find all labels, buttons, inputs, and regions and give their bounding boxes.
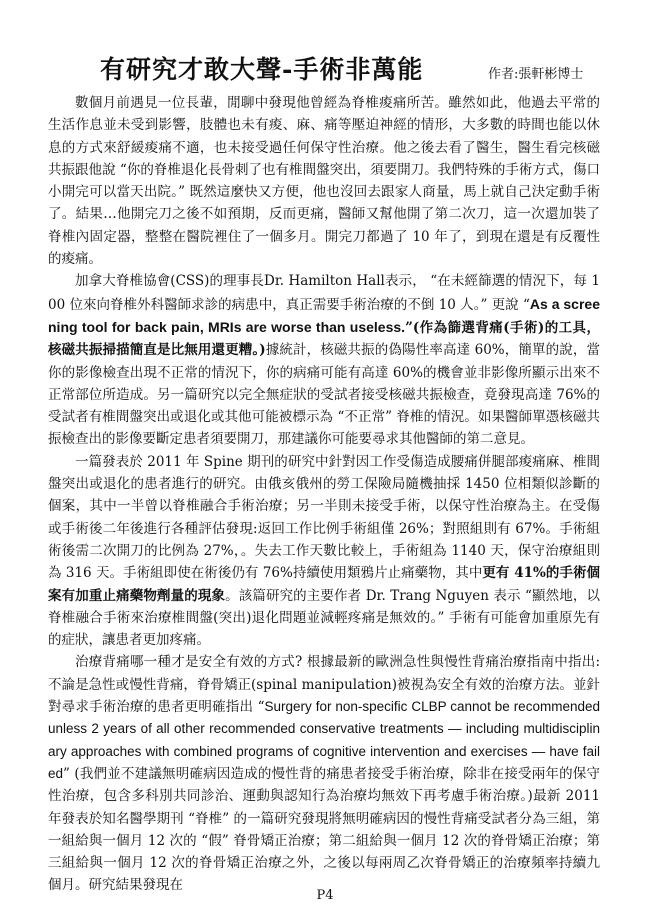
page-number: P4 — [316, 888, 334, 903]
paragraph-3 — [48, 451, 600, 652]
paragraph-1: 數個月前遇見一位長輩，閒聊中發現他曾經為脊椎痠痛所苦。雖然如此，他過去平常的生活作息並未受到影響，肢體也未有痠、麻、痛等壓迫神經的情形，大多數的時間也能以休息的方式來舒緩痠痛不適，也未接受過任何保守性治療。他之後去看了醫生，醫生看完核磁共振跟他說 “你的脊椎退化長骨刺了也有椎間盤突出，須要開刀。我們特殊的手術方式，傷口小開完可以當天出院。” 既然這麼快又方便，他也沒回去跟家人商量，馬上就自己決定動手術了。結果…他開完刀之後不如預期，反而更痛，醫師又幫他開了第二次刀，這一次還加裝了脊椎內固定器，整整在醫院裡住了一個多月。開完刀都過了 10 年了，到現在還是有反覆性的痠痛。 — [48, 95, 600, 268]
paragraph-2-bold-translation: ”(作為篩選背痛(手術)的工具，核磁共振掃描簡直是比無用還更糟。) — [48, 319, 600, 359]
paragraph-2 — [48, 270, 600, 450]
paragraph-3-part2: 。該篇研究的主要作者 Dr. Trang Nguyen 表示 “顯然地，以脊椎融合手術來治療椎間盤(突出)退化問題並減輕疼痛是無效的。” 手術有可能會加重原先有的症狀，讓患者更加疼痛。 — [48, 587, 600, 649]
title-row — [0, 50, 650, 90]
paragraph-4-english-quote: Surgery for non-specific CLBP cannot be recommended unless 2 years of all other recommended conservative treatments — including multidisciplinary approaches with combined programs of cognitive intervention and exercises — have failed — [48, 699, 600, 781]
article-body — [48, 92, 600, 897]
paragraph-2-english-quote: As a screening tool for back pain, MRIs are worse than useless. — [48, 295, 600, 335]
paragraph-4-part1: 治療背痛哪一種才是安全有效的方式? 根據最新的歐洲急性與慢性背痛治療指南中指出:不論是急性或慢性背痛，脊骨矯正(spinal manipulation)被視為安全有效的治療方法。並針對尋求手術治療的患者更明確指出 “ — [48, 654, 600, 716]
paragraph-4-part2: ” (我們並不建議無明確病因造成的慢性背的痛患者接受手術治療，除非在接受兩年的保守性治療，包含多科別共同診治、運動與認知行為治療均無效下再考慮手術治療。)最新 2011 年發表於知名醫學期刊 “脊椎” 的一篇研究發現將無明確病因的慢性背痛受試者分為三組，第一組給與一個月 12 次的 “假” 脊骨矯正治療；第二組給與一個月 12 次的脊骨矯正治療；第三組給與一個月 12 次的脊骨矯正治療之外，之後以每兩周乙次脊骨矯正的治療頻率持續九個月。研究結果發現在 — [48, 765, 600, 894]
article-title: 有研究才敢大聲-手術非萬能 — [100, 55, 424, 84]
paragraph-4 — [48, 651, 600, 896]
paragraph-3-part1: 一篇發表於 2011 年 Spine 期刊的研究中針對因工作受傷造成腰痛併腿部痠痛麻、椎間盤突出或退化的患者進行的研究。由俄亥俄州的勞工保險局隨機抽採 1450 位相類似診斷的個案，其中一半曾以脊椎融合手術治療；另一半則未接受手術，以保守性治療為主。在受傷或手術後二年後進行各種評估發現:返回工作比例手術組僅 26%；對照組則有 67%。手術組術後需二次開刀的比例為 27%，。失去工作天數比較上，手術組為 1140 天，保守治療組則為 316 天。手術組即使在術後仍有 76%持續使用類鴉片止痛藥物，其中 — [48, 453, 600, 582]
paragraph-3-bold-finding: 更有 41%的手術個案有加重止痛藥物劑量的現象 — [48, 565, 600, 604]
author-byline: 作者:張軒彬博士 — [488, 67, 584, 82]
paragraph-2-part2: 據統計，核磁共振的偽陽性率高達 60%，簡單的說，當你的影像檢查出現不正常的情況下，你的病痛可能有高達 60%的機會並非影像所顯示出來不正常部位所造成。另一篇研究以完全無症狀的受試者接受核磁共振檢查，竟發現高達 76%的受試者有椎間盤突出或退化或其他可能被標示為 “不正常” 脊椎的情況。如果醫師單憑核磁共振檢查出的影像要斷定患者須要開刀，那建議你可能要尋求其他醫師的第二意見。 — [48, 342, 601, 448]
paragraph-2-part1: 加拿大脊椎協會(CSS)的理事長Dr. Hamilton Hall表示， “在未經篩選的情況下，每 100 位來向脊椎外科醫師求診的病患中，真正需要手術治療的不倒 10 人。” 更說 “ — [48, 273, 600, 313]
